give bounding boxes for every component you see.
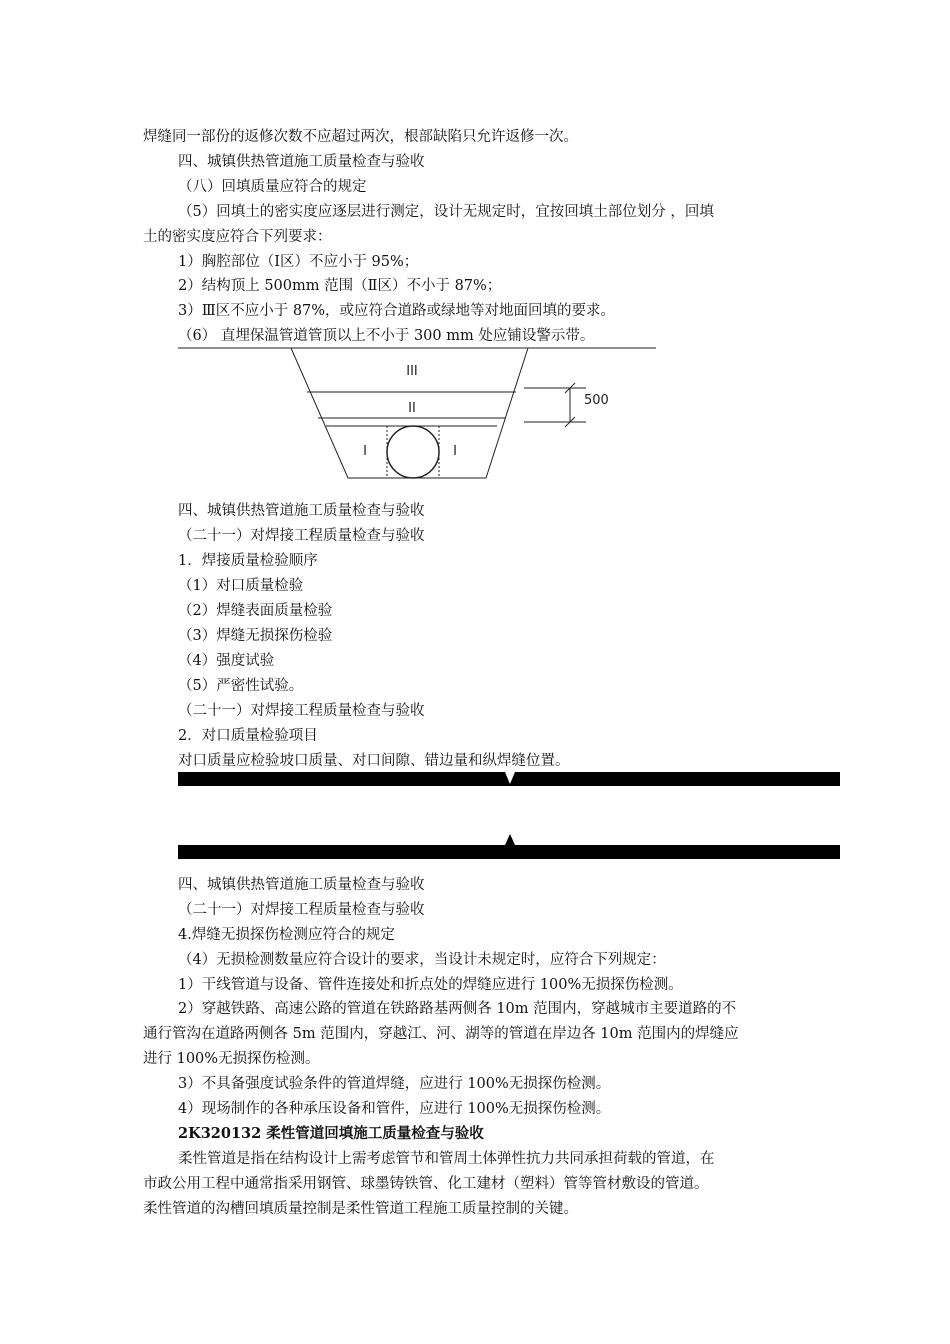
text-line: 对口质量应检验坡口质量、对口间隙、错边量和纵焊缝位置。: [178, 753, 570, 769]
list-item: （4）强度试验: [178, 653, 275, 669]
subsection-title: （八）回填质量应符合的规定: [178, 179, 367, 195]
list-item: （5）严密性试验。: [178, 678, 304, 694]
dimension-label: 500: [584, 393, 609, 408]
paragraph-line: 市政公用工程中通常指采用钢管、球墨铸铁管、化工建材（塑料）管等管材敷设的管道。: [143, 1176, 709, 1192]
section-heading: 2K320132 柔性管道回填施工质量检查与验收: [178, 1125, 484, 1142]
pipe-circle: [387, 426, 439, 478]
section-title: 四、城镇供热管道施工质量检查与验收: [178, 877, 425, 893]
list-heading: 4.焊缝无损探伤检测应符合的规定: [178, 927, 395, 943]
paragraph-line: 柔性管道是指在结构设计上需考虑管节和管周土体弹性抗力共同承担荷载的管道，在: [178, 1151, 715, 1167]
list-item: 2）穿越铁路、高速公路的管道在铁路路基两侧各 10m 范围内，穿越城市主要道路的不: [178, 1001, 737, 1017]
zone-1-left-label: I: [363, 444, 367, 459]
zone-2-label: II: [408, 401, 416, 416]
section-title: 四、城镇供热管道施工质量检查与验收: [178, 154, 425, 170]
list-item: 2）结构顶上 500mm 范围（Ⅱ区）不小于 87%；: [178, 278, 502, 294]
list-item: 3）不具备强度试验条件的管道焊缝，应进行 100%无损探伤检测。: [178, 1076, 611, 1092]
list-item: （3）焊缝无损探伤检验: [178, 628, 333, 644]
subsection-title: （二十一）对焊接工程质量检查与验收: [178, 902, 425, 918]
section-title: 四、城镇供热管道施工质量检查与验收: [178, 503, 425, 519]
text-line: 焊缝同一部份的返修次数不应超过两次，根部缺陷只允许返修一次。: [143, 129, 578, 145]
text-line: 通行管沟在道路两侧各 5m 范围内，穿越江、河、湖等的管道在岸边各 10m 范围内的焊缝应: [143, 1026, 739, 1042]
list-item: （6） 直埋保温管道管顶以上不小于 300 mm 处应铺设警示带。: [178, 328, 595, 344]
text-line: 进行 100%无损探伤检测。: [143, 1051, 320, 1067]
list-item: 1）胸腔部位（Ⅰ区）不应小于 95%；: [178, 254, 419, 270]
list-heading: 1．焊接质量检验顺序: [178, 553, 318, 569]
lower-bevel: [505, 834, 515, 845]
list-item: （2）焊缝表面质量检验: [178, 603, 333, 619]
list-item: 3）Ⅲ区不应小于 87%，或应符合道路或绿地等对地面回填的要求。: [178, 303, 616, 319]
weld-joint-diagram: [0, 765, 950, 865]
list-heading: 2．对口质量检验项目: [178, 728, 318, 744]
text-line: （4）无损检测数量应符合设计的要求，当设计未规定时，应符合下列规定：: [178, 952, 666, 968]
zone-3-label: III: [406, 364, 418, 379]
zone-1-right-label: I: [453, 444, 457, 459]
trench-diagram: [0, 340, 950, 490]
list-item: （1）对口质量检验: [178, 578, 304, 594]
text-line: 土的密实度应符合下列要求：: [143, 229, 332, 245]
subsection-title: （二十一）对焊接工程质量检查与验收: [178, 528, 425, 544]
paragraph-line: 柔性管道的沟槽回填质量控制是柔性管道工程施工质量控制的关键。: [143, 1201, 578, 1217]
list-item: 4）现场制作的各种承压设备和管件，应进行 100%无损探伤检测。: [178, 1101, 611, 1117]
text-line: （5）回填土的密实度应逐层进行测定，设计无规定时，宜按回填土部位划分 ，回填: [178, 204, 714, 220]
upper-plate: [178, 772, 840, 786]
lower-plate: [178, 844, 840, 859]
subsection-title: （二十一）对焊接工程质量检查与验收: [178, 703, 425, 719]
list-item: 1）干线管道与设备、管件连接处和折点处的焊缝应进行 100%无损探伤检测。: [178, 977, 683, 993]
